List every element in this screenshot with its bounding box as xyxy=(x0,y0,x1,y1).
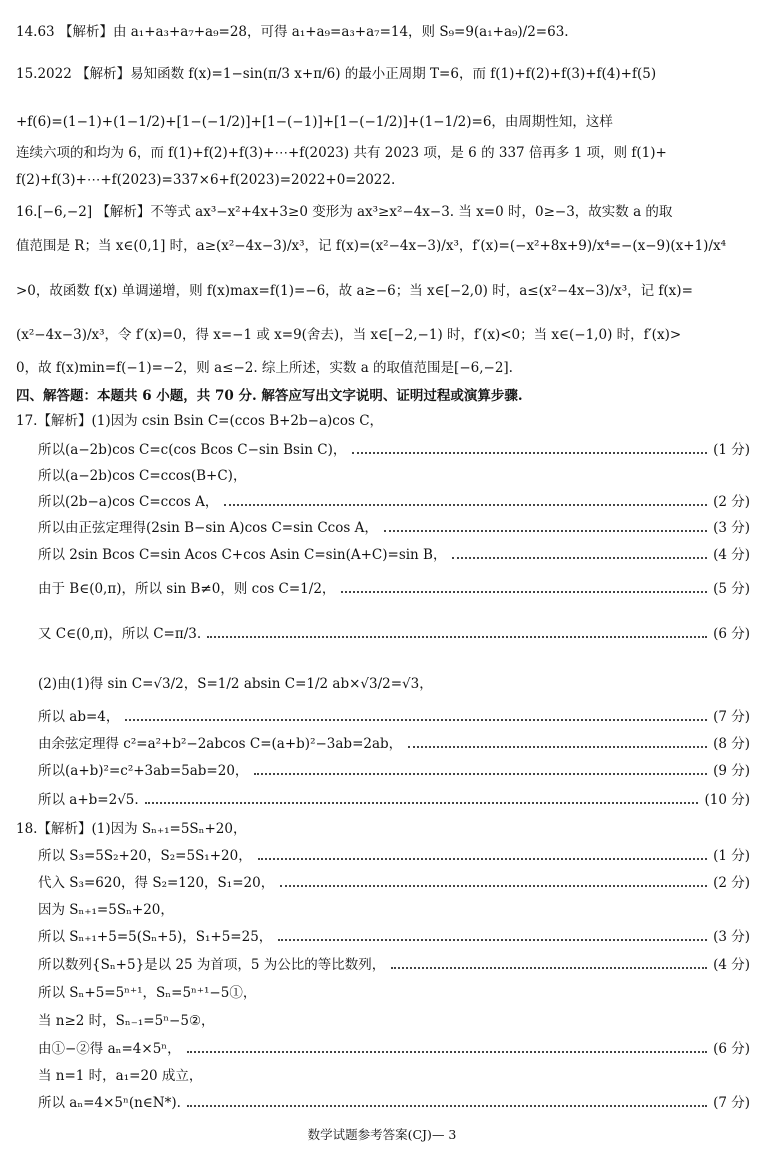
q17-step: 所以(a−2b)cos C=ccos(B+C)， xyxy=(38,468,247,484)
q15-line-4: f(2)+f(3)+⋯+f(2023)=337×6+f(2023)=2022+0=2022. xyxy=(16,172,396,188)
q18-step: 所以 Sₙ+5=5ⁿ⁺¹，Sₙ=5ⁿ⁺¹−5①， xyxy=(38,985,257,1001)
q18-step: 所以 Sₙ₊₁+5=5(Sₙ+5)，S₁+5=25， (3 分) xyxy=(38,929,750,945)
q17-step: 由余弦定理得 c²=a²+b²−2abcos C=(a+b)²−3ab=2ab， (8 分) xyxy=(38,736,750,752)
q17-step: 所以(a−2b)cos C=c(cos Bcos C−sin Bsin C)， (1 分) xyxy=(38,442,750,458)
q18-step: 当 n≥2 时，Sₙ₋₁=5ⁿ−5②， xyxy=(38,1013,215,1029)
q18-step: 所以 aₙ=4×5ⁿ(n∈N*). (7 分) xyxy=(38,1095,750,1111)
q16-line-3: >0，故函数 f(x) 单调递增，则 f(x)max=f(1)=−6，故 a≥−6；当 x∈[−2,0) 时，a≤(x²−4x−3)/x³，记 f(x)= xyxy=(16,283,693,299)
q18-step: 由①−②得 aₙ=4×5ⁿ， (6 分) xyxy=(38,1041,750,1057)
q15-line-1: 15.2022 【解析】易知函数 f(x)=1−sin(π/3 x+π/6) 的最小正周期 T=6，而 f(1)+f(2)+f(3)+f(4)+f(5) xyxy=(16,66,657,82)
q17-step: 由于 B∈(0,π)，所以 sin B≠0，则 cos C=1/2， (5 分) xyxy=(38,581,750,597)
q16-line-5: 0，故 f(x)min=f(−1)=−2，则 a≤−2. 综上所述，实数 a 的取值范围是[−6,−2]. xyxy=(16,360,513,376)
q16-line-1: 16.[−6,−2] 【解析】不等式 ax³−x²+4x+3≥0 变形为 ax³≥x²−4x−3. 当 x=0 时，0≥−3，故实数 a 的取 xyxy=(16,204,673,220)
q18-step: 所以数列{Sₙ+5}是以 25 为首项，5 为公比的等比数列， (4 分) xyxy=(38,957,750,973)
q14: 14.63 【解析】由 a₁+a₃+a₇+a₉=28，可得 a₁+a₉=a₃+a₇=14，则 S₉=9(a₁+a₉)/2=63. xyxy=(16,24,569,40)
q18-step: 当 n=1 时，a₁=20 成立， xyxy=(38,1068,203,1084)
q15-line-2: +f(6)=(1−1)+(1−1/2)+[1−(−1/2)]+[1−(−1)]+[1−(−1/2)]+(1−1/2)=6，由周期性知，这样 xyxy=(16,114,613,130)
q17-step: 所以(2b−a)cos C=ccos A， (2 分) xyxy=(38,494,750,510)
q18-heading: 18.【解析】(1)因为 Sₙ₊₁=5Sₙ+20， xyxy=(16,821,247,837)
q17-step: 所以 ab=4， (7 分) xyxy=(38,709,750,725)
q17-step: 所以(a+b)²=c²+3ab=5ab=20， (9 分) xyxy=(38,763,750,779)
q17-step: 所以由正弦定理得(2sin B−sin A)cos C=sin Ccos A， (3 分) xyxy=(38,520,750,536)
page-footer: 数学试题参考答案(CJ)— 3 xyxy=(307,1127,457,1142)
q15-line-3: 连续六项的和均为 6，而 f(1)+f(2)+f(3)+⋯+f(2023) 共有 2023 项，是 6 的 337 倍再多 1 项，则 f(1)+ xyxy=(16,145,667,161)
q17-heading: 17.【解析】(1)因为 csin Bsin C=(ccos B+2b−a)cos C， xyxy=(16,413,384,429)
q18-step: 代入 S₃=620，得 S₂=120，S₁=20， (2 分) xyxy=(38,875,750,891)
q17-step: 所以 2sin Bcos C=sin Acos C+cos Asin C=sin(A+C)=sin B， (4 分) xyxy=(38,547,750,563)
q18-step: 因为 Sₙ₊₁=5Sₙ+20， xyxy=(38,902,174,918)
q18-step: 所以 S₃=5S₂+20，S₂=5S₁+20， (1 分) xyxy=(38,848,750,864)
q17-step: (2)由(1)得 sin C=√3/2，S=1/2 absin C=1/2 ab×√3/2=√3， xyxy=(38,676,433,692)
q17-step: 所以 a+b=2√5. (10 分) xyxy=(38,792,750,808)
q16-line-4: (x²−4x−3)/x³，令 f′(x)=0，得 x=−1 或 x=9(舍去)，当 x∈[−2,−1) 时，f′(x)<0；当 x∈(−1,0) 时，f′(x)> xyxy=(16,327,682,343)
section-heading: 四、解答题：本题共 6 小题，共 70 分. 解答应写出文字说明、证明过程或演算步骤. xyxy=(16,388,523,404)
q16-line-2: 值范围是 R；当 x∈(0,1] 时，a≥(x²−4x−3)/x³，记 f(x)=(x²−4x−3)/x³，f′(x)=(−x²+8x+9)/x⁴=−(x−9)(x+1)/x⁴ xyxy=(16,238,727,254)
q17-step: 又 C∈(0,π)，所以 C=π/3. (6 分) xyxy=(38,626,750,642)
